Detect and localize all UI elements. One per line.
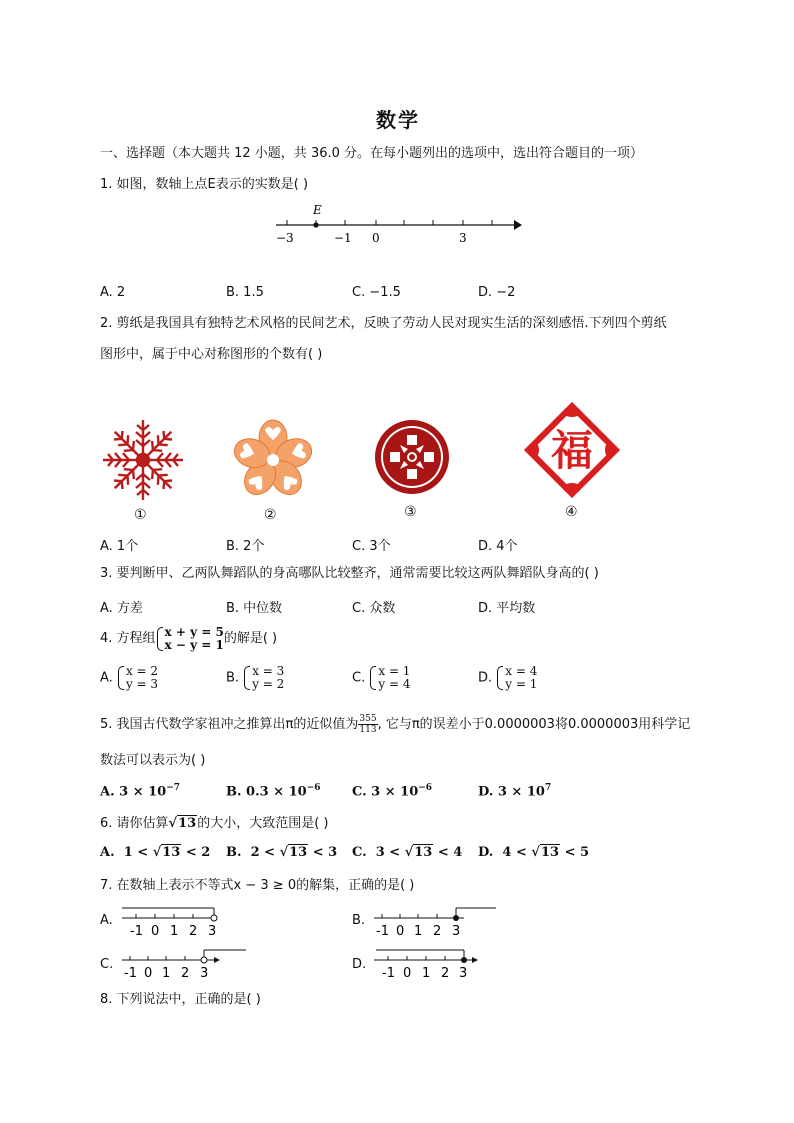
- section-header: 一、选择题（本大题共 12 小题，共 36.0 分。在每小题列出的选项中，选出符合题目的一项）: [100, 146, 644, 161]
- q6-option-a: [100, 845, 210, 860]
- q5-stem-part1: 5. 我国古代数学家祖冲之推算出π的近似值为: [100, 717, 359, 732]
- q6-option-radicand: 13: [289, 845, 308, 860]
- q1-tick-label: −3: [276, 231, 294, 245]
- q5-stem-part2: , 它与π的误差小于0.0000003将0.0000003用科学记: [377, 717, 691, 732]
- fu-character: 福: [550, 426, 594, 475]
- q4-option-line: y = 2: [252, 677, 285, 691]
- q6-option-c: [352, 845, 462, 860]
- q4-stem-suffix: 的解是( ): [223, 631, 278, 646]
- q4-option-system: [369, 665, 410, 691]
- q7d-tick-label: 2: [441, 966, 450, 981]
- q6-option-sqrt: √13: [279, 845, 308, 860]
- q6-option-letter: B.: [226, 845, 242, 860]
- q4-system-line2: x − y = 1: [164, 637, 224, 652]
- q7a-tick-label: 3: [208, 924, 217, 939]
- q6-option-low: 2 <: [250, 845, 276, 860]
- q1-option-d: D. −2: [478, 285, 516, 300]
- q6-option-d: [478, 845, 589, 860]
- q7c-open-circle: [201, 957, 207, 963]
- q5-stem-line2: 数法可以表示为( ): [100, 753, 206, 768]
- q7a-tick-label: 0: [151, 924, 160, 939]
- q4-option-line: x = 3: [252, 664, 285, 678]
- q5-stem-line1: [100, 712, 690, 738]
- figure-label-2: ②: [264, 507, 277, 523]
- q7b-tick-label: 2: [433, 924, 442, 939]
- q5-fraction-numerator: 355: [359, 714, 377, 724]
- q5-option-b: [226, 783, 321, 799]
- q6-option-high: < 3: [312, 845, 338, 860]
- q3-option-c: C. 众数: [352, 601, 396, 616]
- q1-tick-label: 3: [459, 231, 467, 245]
- paper-cut-flower-icon: [230, 417, 316, 503]
- q4-option-letter: B.: [226, 670, 240, 686]
- q6-option-letter: D.: [478, 845, 494, 860]
- q5-fraction: [358, 714, 377, 735]
- q6-option-letter: C.: [352, 845, 367, 860]
- q4-system: [156, 626, 224, 652]
- q2-stem-line1: 2. 剪纸是我国具有独特艺术风格的民间艺术，反映了劳动人民对现实生活的深刻感悟.下列四个剪纸: [100, 316, 667, 331]
- q6-stem-part1: 6. 请你估算: [100, 816, 169, 831]
- q7-stem: 7. 在数轴上表示不等式x − 3 ≥ 0的解集，正确的是( ): [100, 878, 415, 893]
- q6-option-high: < 2: [185, 845, 211, 860]
- q5-option-exponent: −6: [306, 783, 321, 793]
- q6-option-sqrt: √13: [152, 845, 181, 860]
- q6-stem: [100, 815, 328, 833]
- q4-option-system: [496, 665, 537, 691]
- q7a-tick-label: 1: [170, 924, 179, 939]
- q5-option-text: B. 0.3 × 10: [226, 784, 307, 800]
- q7d-tick-label: 1: [422, 966, 431, 981]
- q3-option-a: A. 方差: [100, 601, 143, 616]
- q2-option-c: C. 3个: [352, 539, 391, 554]
- q1-option-b: B. 1.5: [226, 285, 264, 300]
- q7-option-d-letter: D.: [352, 957, 367, 972]
- q6-option-high: < 5: [564, 845, 590, 860]
- q7c-tick-label: -1: [124, 966, 137, 981]
- q5-option-text: C. 3 × 10: [352, 784, 419, 800]
- q4-option-c: [352, 665, 410, 691]
- q7-option-a-number-line: [118, 904, 228, 940]
- q7b-closed-circle: [453, 915, 459, 921]
- q4-option-line: y = 3: [125, 677, 159, 691]
- q4-option-b: [226, 665, 284, 691]
- q7c-arrow: [214, 957, 220, 963]
- q7d-arrow: [472, 957, 478, 963]
- q4-option-letter: D.: [478, 670, 493, 686]
- q1-point-label: E: [313, 203, 322, 217]
- q6-option-low: 3 <: [375, 845, 401, 860]
- q5-option-text: D. 3 × 10: [478, 784, 545, 800]
- q5-option-exponent: −6: [418, 783, 433, 793]
- q7c-tick-label: 0: [144, 966, 153, 981]
- q4-option-line: x = 4: [505, 664, 538, 678]
- q2-stem-line2: 图形中，属于中心对称图形的个数有( ): [100, 347, 323, 362]
- q6-radicand: 13: [178, 816, 197, 831]
- q7c-tick-label: 1: [162, 966, 171, 981]
- q7-option-b-letter: B.: [352, 913, 366, 928]
- q1-tick-label: 0: [372, 231, 380, 245]
- q6-option-letter: A.: [100, 845, 115, 860]
- q1-option-c: C. −1.5: [352, 285, 401, 300]
- q2-option-d: D. 4个: [478, 539, 518, 554]
- q2-option-b: B. 2个: [226, 539, 265, 554]
- q4-option-d: [478, 665, 537, 691]
- q7d-closed-circle: [461, 957, 467, 963]
- q7a-tick-label: -1: [130, 924, 143, 939]
- q1-number-line: [270, 198, 530, 246]
- q7-option-c-number-line: [118, 946, 250, 982]
- q8-stem: 8. 下列说法中，正确的是( ): [100, 992, 261, 1007]
- q6-option-radicand: 13: [414, 845, 433, 860]
- q6-option-radicand: 13: [162, 845, 181, 860]
- q1-axis-arrow: [514, 220, 522, 230]
- q1-point-e: [313, 222, 318, 227]
- q1-tick-label: −1: [334, 231, 352, 245]
- q6-option-sqrt: √13: [404, 845, 433, 860]
- q6-option-high: < 4: [437, 845, 463, 860]
- q4-stem: [100, 624, 277, 654]
- q4-option-line: y = 1: [505, 677, 538, 691]
- q5-option-exponent: 7: [544, 783, 552, 793]
- q4-option-letter: A.: [100, 670, 113, 686]
- paper-cut-snowflake-icon: [100, 417, 186, 503]
- q4-option-system: [243, 665, 284, 691]
- q6-option-radicand: 13: [540, 845, 560, 860]
- q7b-tick-label: 1: [414, 924, 423, 939]
- q5-option-c: [352, 783, 432, 799]
- page-title: 数学: [376, 108, 420, 132]
- q1-option-a: A. 2: [100, 285, 126, 300]
- q7-option-d-number-line: [370, 946, 482, 982]
- q7b-tick-label: 3: [452, 924, 461, 939]
- q5-fraction-denominator: 113: [359, 725, 377, 735]
- q7-option-a-letter: A.: [100, 913, 113, 928]
- q6-stem-part2: 的大小，大致范围是( ): [197, 816, 329, 831]
- figure-label-1: ①: [134, 507, 147, 523]
- q4-option-line: y = 4: [378, 677, 411, 691]
- q7a-tick-label: 2: [189, 924, 198, 939]
- q4-option-a: [100, 665, 158, 691]
- q1-stem: 1. 如图，数轴上点E表示的实数是( ): [100, 177, 309, 192]
- figure-label-3: ③: [404, 504, 417, 520]
- q7c-tick-label: 2: [181, 966, 190, 981]
- q3-stem: 3. 要判断甲、乙两队舞蹈队的身高哪队比较整齐，通常需要比较这两队舞蹈队身高的( ): [100, 566, 599, 581]
- q6-option-b: [226, 845, 337, 860]
- q5-option-text: A. 3 × 10: [100, 784, 167, 800]
- q6-option-low: 1 <: [123, 845, 149, 860]
- q3-option-d: D. 平均数: [478, 601, 536, 616]
- figure-label-4: ④: [565, 504, 578, 520]
- q6-sqrt: √13: [168, 816, 197, 831]
- q7a-open-circle: [211, 915, 217, 921]
- q2-option-a: A. 1个: [100, 539, 139, 554]
- q7b-tick-label: -1: [376, 924, 389, 939]
- q7-option-b-number-line: [370, 904, 500, 940]
- q4-system-line1: x + y = 5: [164, 624, 224, 639]
- q4-option-line: x = 2: [125, 664, 159, 678]
- q4-stem-prefix: 4. 方程组: [100, 631, 156, 646]
- q6-option-sqrt: √13: [531, 845, 560, 860]
- q7d-tick-label: 3: [459, 966, 468, 981]
- q7-option-c-letter: C.: [100, 957, 114, 972]
- q7c-tick-label: 3: [200, 966, 209, 981]
- q4-option-letter: C.: [352, 670, 366, 686]
- paper-cut-fu-icon: [522, 400, 622, 500]
- q3-option-b: B. 中位数: [226, 601, 283, 616]
- paper-cut-medallion-icon: [372, 417, 452, 497]
- q5-option-a: [100, 783, 180, 799]
- q7b-tick-label: 0: [396, 924, 405, 939]
- q4-option-line: x = 1: [378, 664, 411, 678]
- q7d-tick-label: 0: [403, 966, 412, 981]
- q5-option-exponent: −7: [166, 783, 181, 793]
- q4-option-system: [117, 665, 158, 691]
- q7d-tick-label: -1: [382, 966, 395, 981]
- q6-option-low: 4 <: [502, 845, 527, 860]
- q5-option-d: [478, 783, 551, 799]
